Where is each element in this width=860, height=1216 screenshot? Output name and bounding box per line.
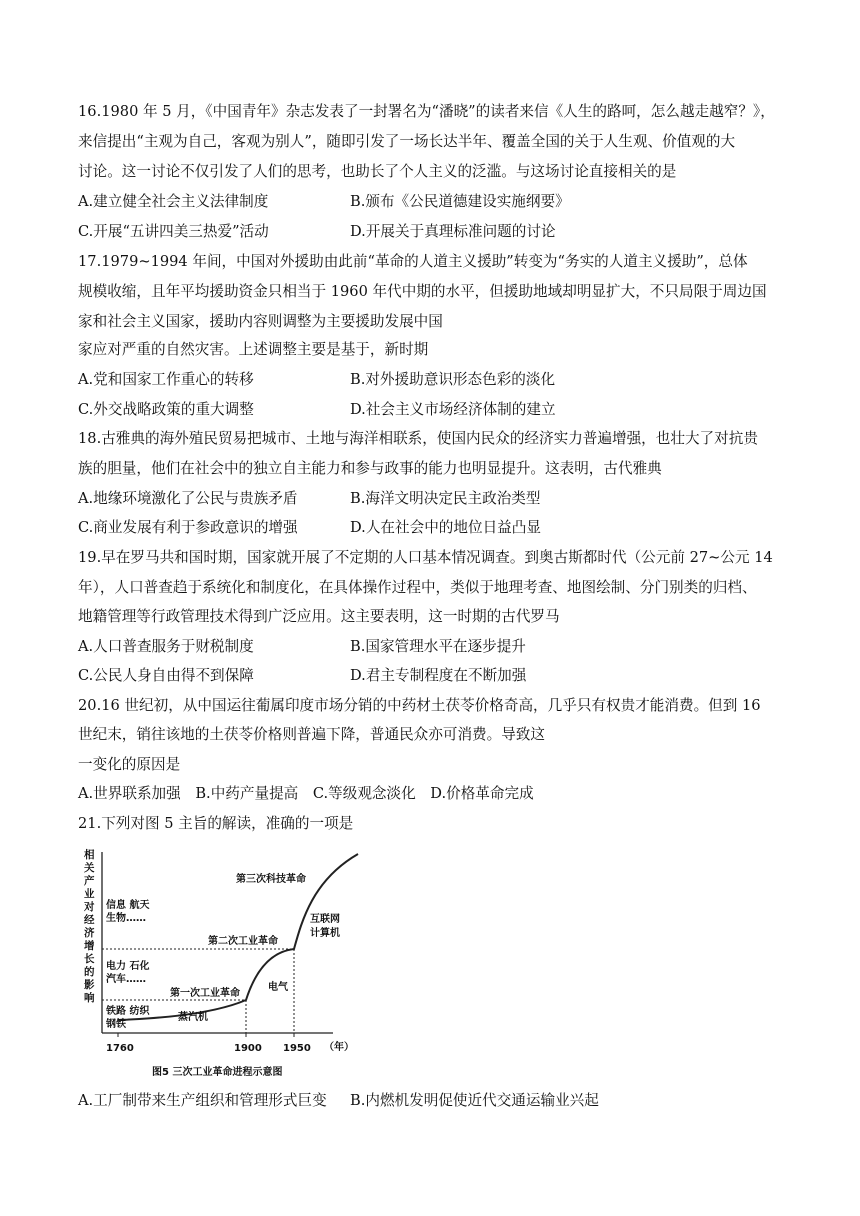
q16-stem-line-2: 来信提出“主观为自己，客观为别人”，随即引发了一场长达半年、覆盖全国的关于人生观、价值观的大 <box>78 133 736 150</box>
q16-option-c[interactable]: C.开展“五讲四美三热爱”活动 <box>78 223 269 240</box>
q19-option-d[interactable]: D.君主专制程度在不断加强 <box>350 667 527 684</box>
x-unit: （年） <box>324 1042 354 1053</box>
q17-option-c[interactable]: C.外交战略政策的重大调整 <box>78 401 254 418</box>
label-ind2-a: 电力 石化 <box>106 961 150 972</box>
label-ind1-a: 铁路 纺织 <box>106 1006 150 1017</box>
q21-option-a[interactable]: A.工厂制带来生产组织和管理形式巨变 <box>78 1092 327 1109</box>
label-ind1-b: 钢铁 <box>106 1019 126 1030</box>
label-computer: 计算机 <box>310 928 340 939</box>
q18-option-d[interactable]: D.人在社会中的地位日益凸显 <box>350 519 541 536</box>
q18-stem-line-1: 18.古雅典的海外殖民贸易把城市、土地与海洋相联系，使国内民众的经济实力普遍增强，也壮大了对抗贵 <box>78 430 758 447</box>
q19-option-b[interactable]: B.国家管理水平在逐步提升 <box>350 638 526 655</box>
q18-option-b[interactable]: B.海洋文明决定民主政治类型 <box>350 490 541 507</box>
q17-stem-line-3: 家和社会主义国家，援助内容则调整为主要援助发展中国 <box>78 313 443 330</box>
q18-option-a[interactable]: A.地缘环境激化了公民与贵族矛盾 <box>78 490 298 507</box>
tick-1950: 1950 <box>283 1043 311 1054</box>
q16-option-b[interactable]: B.颁布《公民道德建设实施纲要》 <box>350 193 570 210</box>
q19-option-c[interactable]: C.公民人身自由得不到保障 <box>78 667 254 684</box>
ylabel-char: 响 <box>84 992 95 1004</box>
figure-5-svg <box>78 840 378 1085</box>
q18-option-c[interactable]: C.商业发展有利于参政意识的增强 <box>78 519 298 536</box>
q17-option-d[interactable]: D.社会主义市场经济体制的建立 <box>350 401 556 418</box>
label-rev1: 第一次工业革命 <box>170 988 240 999</box>
figure-ylabel-text <box>83 848 95 1004</box>
ylabel-char: 对 <box>84 901 95 913</box>
q20-stem-line-1: 20.16 世纪初，从中国运往葡属印度市场分销的中药材土茯苓价格奇高，几乎只有权贵才能消费。但到 16 <box>78 697 761 714</box>
ylabel-char: 增 <box>84 940 95 952</box>
label-rev2: 第二次工业革命 <box>208 936 278 947</box>
label-ind3-a: 信息 航天 <box>106 900 150 911</box>
q19-stem-line-3: 地籍管理等行政管理技术得到广泛应用。这主要表明，这一时期的古代罗马 <box>78 608 560 625</box>
ylabel-char: 产 <box>84 875 95 887</box>
figure-ylabel <box>83 848 95 1004</box>
q20-stem-line-2: 世纪末，销往该地的土茯苓价格则普遍下降，普通民众亦可消费。导致这 <box>78 726 546 743</box>
q21-stem: 21.下列对图 5 主旨的解读，准确的一项是 <box>78 815 354 832</box>
label-electric: 电气 <box>268 982 288 993</box>
figure-caption: 图5 三次工业革命进程示意图 <box>152 1067 283 1078</box>
q19-stem-line-2: 年），人口普查趋于系统化和制度化，在具体操作过程中，类似于地理考查、地图绘制、分门别类的归档、 <box>78 579 757 596</box>
ylabel-char: 的 <box>84 966 95 978</box>
q16-option-d[interactable]: D.开展关于真理标准问题的讨论 <box>350 223 556 240</box>
q19-option-a[interactable]: A.人口普查服务于财税制度 <box>78 638 254 655</box>
label-ind3-b: 生物…… <box>106 913 146 924</box>
q16-option-a[interactable]: A.建立健全社会主义法律制度 <box>78 193 269 210</box>
label-internet: 互联网 <box>310 914 340 925</box>
q17-stem-line-1: 17.1979~1994 年间，中国对外援助由此前“革命的人道主义援助”转变为“务实的人道主义援助”，总体 <box>78 253 748 270</box>
tick-1760: 1760 <box>106 1043 134 1054</box>
label-steam: 蒸汽机 <box>178 1012 208 1023</box>
q19-stem-line-1: 19.早在罗马共和国时期，国家就开展了不定期的人口基本情况调查。到奥古斯都时代（公元前 27~公元 14 <box>78 549 773 566</box>
ylabel-char: 业 <box>84 888 95 900</box>
ylabel-char: 济 <box>84 927 95 939</box>
q17-option-b[interactable]: B.对外援助意识形态色彩的淡化 <box>350 371 556 388</box>
q20-stem-line-3: 一变化的原因是 <box>78 756 181 773</box>
figure-5 <box>78 840 378 1085</box>
ylabel-char: 相 <box>84 849 95 861</box>
q16-stem-line-3: 讨论。这一讨论不仅引发了人们的思考，也助长了个人主义的泛滥。与这场讨论直接相关的是 <box>78 163 677 180</box>
ylabel-char: 关 <box>84 862 95 874</box>
tick-1900: 1900 <box>234 1043 262 1054</box>
q21-option-b[interactable]: B.内燃机发明促使近代交通运输业兴起 <box>350 1092 599 1109</box>
ylabel-char: 经 <box>84 914 95 926</box>
label-ind2-b: 汽车…… <box>106 974 146 985</box>
q17-stem-line-2: 规模收缩，且年平均援助资金只相当于 1960 年代中期的水平，但援助地域却明显扩大，不只局限于周边国 <box>78 283 767 300</box>
ylabel-char: 长 <box>84 953 95 965</box>
q17-stem-line-4: 家应对严重的自然灾害。上述调整主要是基于，新时期 <box>78 341 429 358</box>
q16-stem-line-1: 16.1980 年 5 月，《中国青年》杂志发表了一封署名为“潘晓”的读者来信《人生的路呵，怎么越走越窄？》， <box>78 103 775 120</box>
ylabel-char: 影 <box>84 979 95 991</box>
label-rev3: 第三次科技革命 <box>236 874 306 885</box>
q17-option-a[interactable]: A.党和国家工作重心的转移 <box>78 371 254 388</box>
q20-options-row[interactable]: A.世界联系加强 B.中药产量提高 C.等级观念淡化 D.价格革命完成 <box>78 785 534 802</box>
q18-stem-line-2: 族的胆量，他们在社会中的独立自主能力和参与政事的能力也明显提升。这表明，古代雅典 <box>78 460 662 477</box>
